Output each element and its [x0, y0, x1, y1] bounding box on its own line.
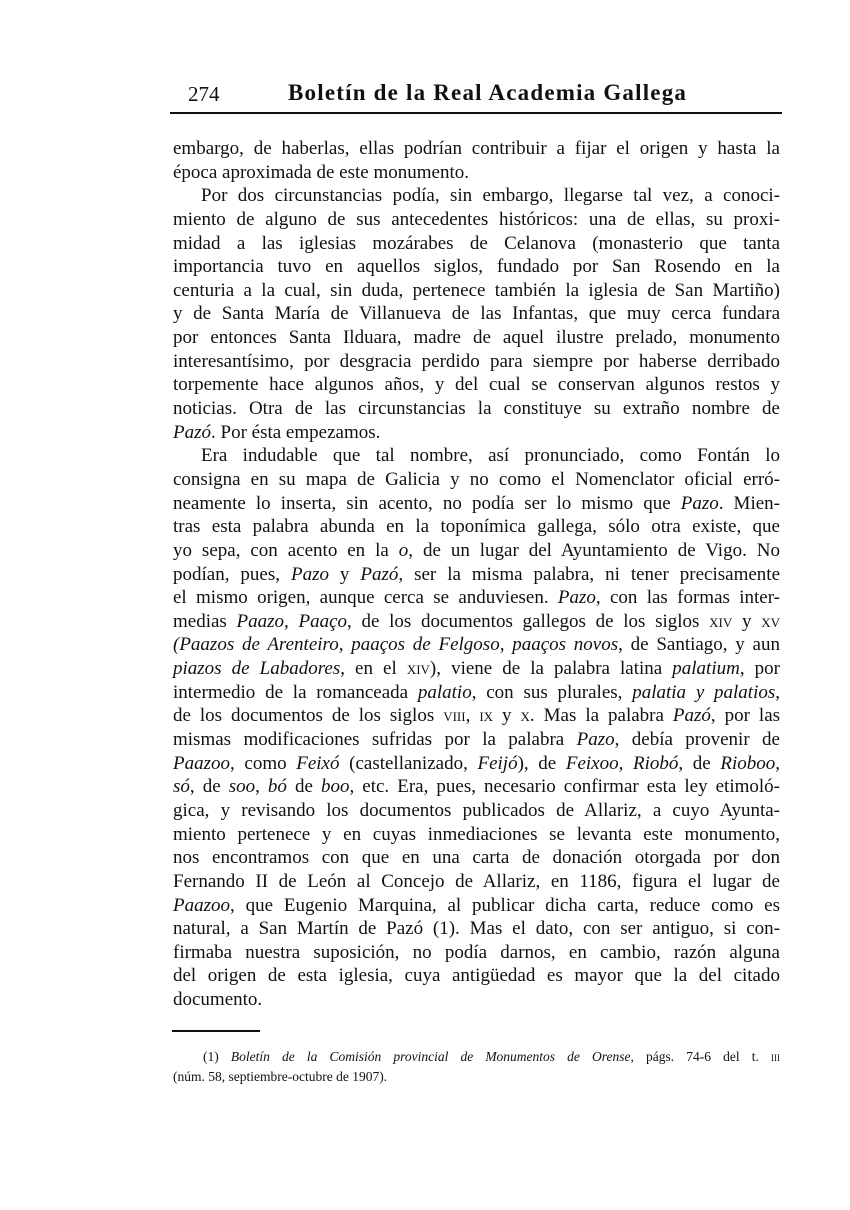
italic-run: Feijó	[477, 752, 518, 774]
text-line	[173, 870, 780, 894]
text-line	[173, 752, 780, 776]
text-run: centuria a la cual, sin duda, pertenece también la iglesia de San Martiño)	[173, 279, 780, 301]
text-line	[173, 137, 780, 161]
text-line	[173, 917, 780, 941]
text-line	[173, 633, 780, 657]
italic-run: Riobó	[633, 752, 679, 774]
italic-run: Paazoo	[173, 894, 230, 916]
text-run: , de Santiago, y aun	[618, 634, 780, 656]
text-line	[173, 704, 780, 728]
text-run: . Por ésta empezamos.	[211, 421, 381, 443]
text-run: , de los documentos gallegos de los siglos	[347, 610, 710, 632]
smallcaps-run: xiv	[406, 658, 430, 680]
italic-run: palatia y palatios	[632, 681, 776, 703]
smallcaps-run: xiv	[709, 610, 733, 632]
italic-run: piazos de Labadores	[173, 658, 341, 680]
text-line	[173, 775, 780, 799]
text-run: torpemente hace algunos años, y del cual se conservan algunos restos y	[173, 374, 780, 396]
text-line	[173, 373, 780, 397]
text-line	[173, 728, 780, 752]
text-line	[173, 539, 780, 563]
italic-run: Pazo	[557, 587, 596, 609]
smallcaps-run: ix	[479, 705, 494, 727]
text-run: miento pertenece y en cuyas inmediaciones se levanta este monumento,	[173, 823, 780, 845]
italic-run: palatium	[672, 658, 740, 680]
text-run: miento de alguno de sus antecedentes históricos: una de ellas, su proxi-	[173, 208, 780, 230]
text-run: ), viene de la palabra latina	[429, 658, 673, 680]
text-run: yo sepa, con acento en la	[173, 539, 399, 561]
text-run: , por	[739, 658, 780, 680]
text-run: neamente lo inserta, sin acento, no podía ser lo mismo que	[173, 492, 681, 514]
text-line	[173, 610, 780, 634]
italic-run: Rioboo	[720, 752, 776, 774]
text-line	[173, 232, 780, 256]
italic-run: o	[398, 539, 409, 561]
text-run: (castellanizado,	[339, 752, 478, 774]
text-line	[173, 964, 780, 988]
text-run: , debía provenir de	[614, 729, 780, 751]
text-run: y de Santa María de Villanueva de las Infantas, que muy cerca fundara	[173, 303, 780, 325]
text-run: (1)	[203, 1049, 231, 1064]
text-run: nos encontramos con que en una carta de donación otorgada por don	[173, 847, 780, 869]
text-line	[173, 208, 780, 232]
text-run: , que Eugenio Marquina, al publicar dicha carta, reduce como es	[230, 894, 780, 916]
italic-run: Pazó	[173, 421, 211, 443]
text-line	[173, 492, 780, 516]
text-run: , con las formas inter-	[595, 587, 780, 609]
italic-run: Pazo	[576, 729, 615, 751]
text-run: Por dos circunstancias podía, sin embargo, llegarse tal vez, a conoci-	[201, 185, 780, 207]
text-line	[173, 302, 780, 326]
italic-run: palatio	[417, 681, 472, 703]
italic-run: Pazó	[360, 563, 399, 585]
text-run: natural, a San Martín de Pazó (1). Mas el dato, con ser antiguo, si con-	[173, 918, 780, 940]
text-run: firmaba nuestra suposición, no podía darnos, en cambio, razón alguna	[173, 941, 780, 963]
text-run: y	[732, 610, 762, 632]
text-run: Era indudable que tal nombre, así pronunciado, como Fontán lo	[201, 445, 780, 467]
text-line	[173, 326, 780, 350]
text-run: midad a las iglesias mozárabes de Celanova (monasterio que tanta	[173, 232, 780, 254]
text-run: , como	[230, 752, 297, 774]
italic-run: boo	[320, 776, 350, 798]
text-run: noticias. Otra de las circunstancias la constituye su extraño nombre de	[173, 398, 780, 420]
text-line	[173, 894, 780, 918]
text-run: , ser la misma palabra, ni tener precisamente	[398, 563, 781, 585]
italic-run: Pazo	[290, 563, 329, 585]
text-run: y	[328, 563, 361, 585]
italic-run: Pazo	[680, 492, 719, 514]
text-line	[173, 563, 780, 587]
body-text	[173, 137, 780, 1012]
text-run: , de	[678, 752, 721, 774]
text-line	[173, 586, 780, 610]
smallcaps-run: iii	[771, 1049, 780, 1064]
text-run: interesantísimo, por desgracia perdido para siempre por haberse derribado	[173, 350, 780, 372]
running-title: Boletín de la Real Academia Gallega	[288, 80, 688, 105]
text-run: época aproximada de este monumento.	[173, 161, 469, 183]
text-line	[173, 350, 780, 374]
text-run: mismas modificaciones sufridas por la palabra	[173, 729, 577, 751]
italic-run: bó	[267, 776, 287, 798]
text-line	[173, 279, 780, 303]
text-run: ,	[775, 681, 781, 703]
text-run: ,	[618, 752, 634, 774]
text-run: , con sus plurales,	[471, 681, 633, 703]
text-run: gica, y revisando los documentos publicados de Allariz, a cuyo Ayunta-	[173, 799, 780, 821]
text-run: importancia tuvo en aquellos siglos, fundado por San Rosendo en la	[173, 256, 780, 278]
italic-run: (Paazos de Arenteiro, paaços de Felgoso, paaços novos	[173, 634, 619, 656]
italic-run: Paazoo	[173, 752, 230, 774]
text-line	[173, 823, 780, 847]
text-run: , de	[189, 776, 229, 798]
text-line	[173, 681, 780, 705]
italic-run: Feixó	[296, 752, 340, 774]
text-run: por entonces Santa Ilduara, madre de aquel ilustre prelado, monumento	[173, 327, 780, 349]
italic-run: Boletín de la Comisión provincial de Monumentos de Orense	[230, 1049, 631, 1064]
text-run: , en el	[340, 658, 407, 680]
text-run: medias	[173, 610, 237, 632]
text-line	[173, 657, 780, 681]
italic-run: Paazo, Paaço	[236, 610, 348, 632]
text-line	[173, 988, 780, 1012]
text-line	[173, 799, 780, 823]
footnote-line	[173, 1067, 780, 1087]
footnote	[173, 1047, 780, 1087]
smallcaps-run: viii	[443, 705, 466, 727]
text-run: , por las	[710, 705, 781, 727]
text-line	[173, 161, 780, 185]
text-run: del origen de esta iglesia, cuya antigüedad es mayor que la del citado	[173, 965, 780, 987]
text-run: de los documentos de los siglos	[173, 705, 444, 727]
italic-run: Feixoo	[565, 752, 619, 774]
text-run: ,	[775, 752, 781, 774]
text-line	[173, 444, 780, 468]
text-run: (núm. 58, septiembre-octubre de 1907).	[173, 1069, 388, 1084]
text-run: consigna en su mapa de Galicia y no como el Nomenclator oficial erró-	[173, 468, 780, 490]
italic-run: soo	[228, 776, 256, 798]
footnote-line	[173, 1047, 780, 1067]
text-run: ), de	[517, 752, 566, 774]
text-run: el mismo origen, aunque cerca se anduviesen.	[173, 587, 558, 609]
text-run: , etc. Era, pues, necesario confirmar esta ley etimoló-	[349, 776, 781, 798]
text-line	[173, 941, 780, 965]
text-run: ,	[255, 776, 268, 798]
text-run: embargo, de haberlas, ellas podrían contribuir a fijar el origen y hasta la	[173, 138, 780, 159]
text-run: intermedio de la romanceada	[173, 681, 418, 703]
text-line	[173, 421, 780, 445]
running-header	[188, 80, 788, 110]
text-run: , de un lugar del Ayuntamiento de Vigo. No	[408, 539, 780, 561]
text-line	[173, 515, 780, 539]
text-run: podían, pues,	[173, 563, 291, 585]
text-run: Fernando II de León al Concejo de Allariz, en 1186, figura el lugar de	[173, 870, 780, 892]
smallcaps-run: xv	[761, 610, 780, 632]
text-line	[173, 397, 780, 421]
italic-run: Pazó	[672, 705, 711, 727]
footnote-rule	[172, 1030, 260, 1032]
text-line	[173, 846, 780, 870]
text-run: documento.	[173, 989, 263, 1011]
header-rule	[170, 112, 782, 114]
smallcaps-run: x	[520, 705, 530, 727]
text-run: . Mien-	[718, 492, 780, 514]
page-number: 274	[188, 82, 220, 106]
text-run: y	[493, 705, 521, 727]
text-run: , págs. 74-6 del t.	[630, 1049, 771, 1064]
text-run: . Mas la palabra	[529, 705, 673, 727]
text-run: de	[286, 776, 321, 798]
italic-run: só	[173, 776, 190, 798]
text-line	[173, 184, 780, 208]
text-run: ,	[465, 705, 480, 727]
text-line	[173, 255, 780, 279]
text-line	[173, 468, 780, 492]
text-run: tras esta palabra abunda en la toponímica gallega, sólo otra existe, que	[173, 516, 780, 538]
